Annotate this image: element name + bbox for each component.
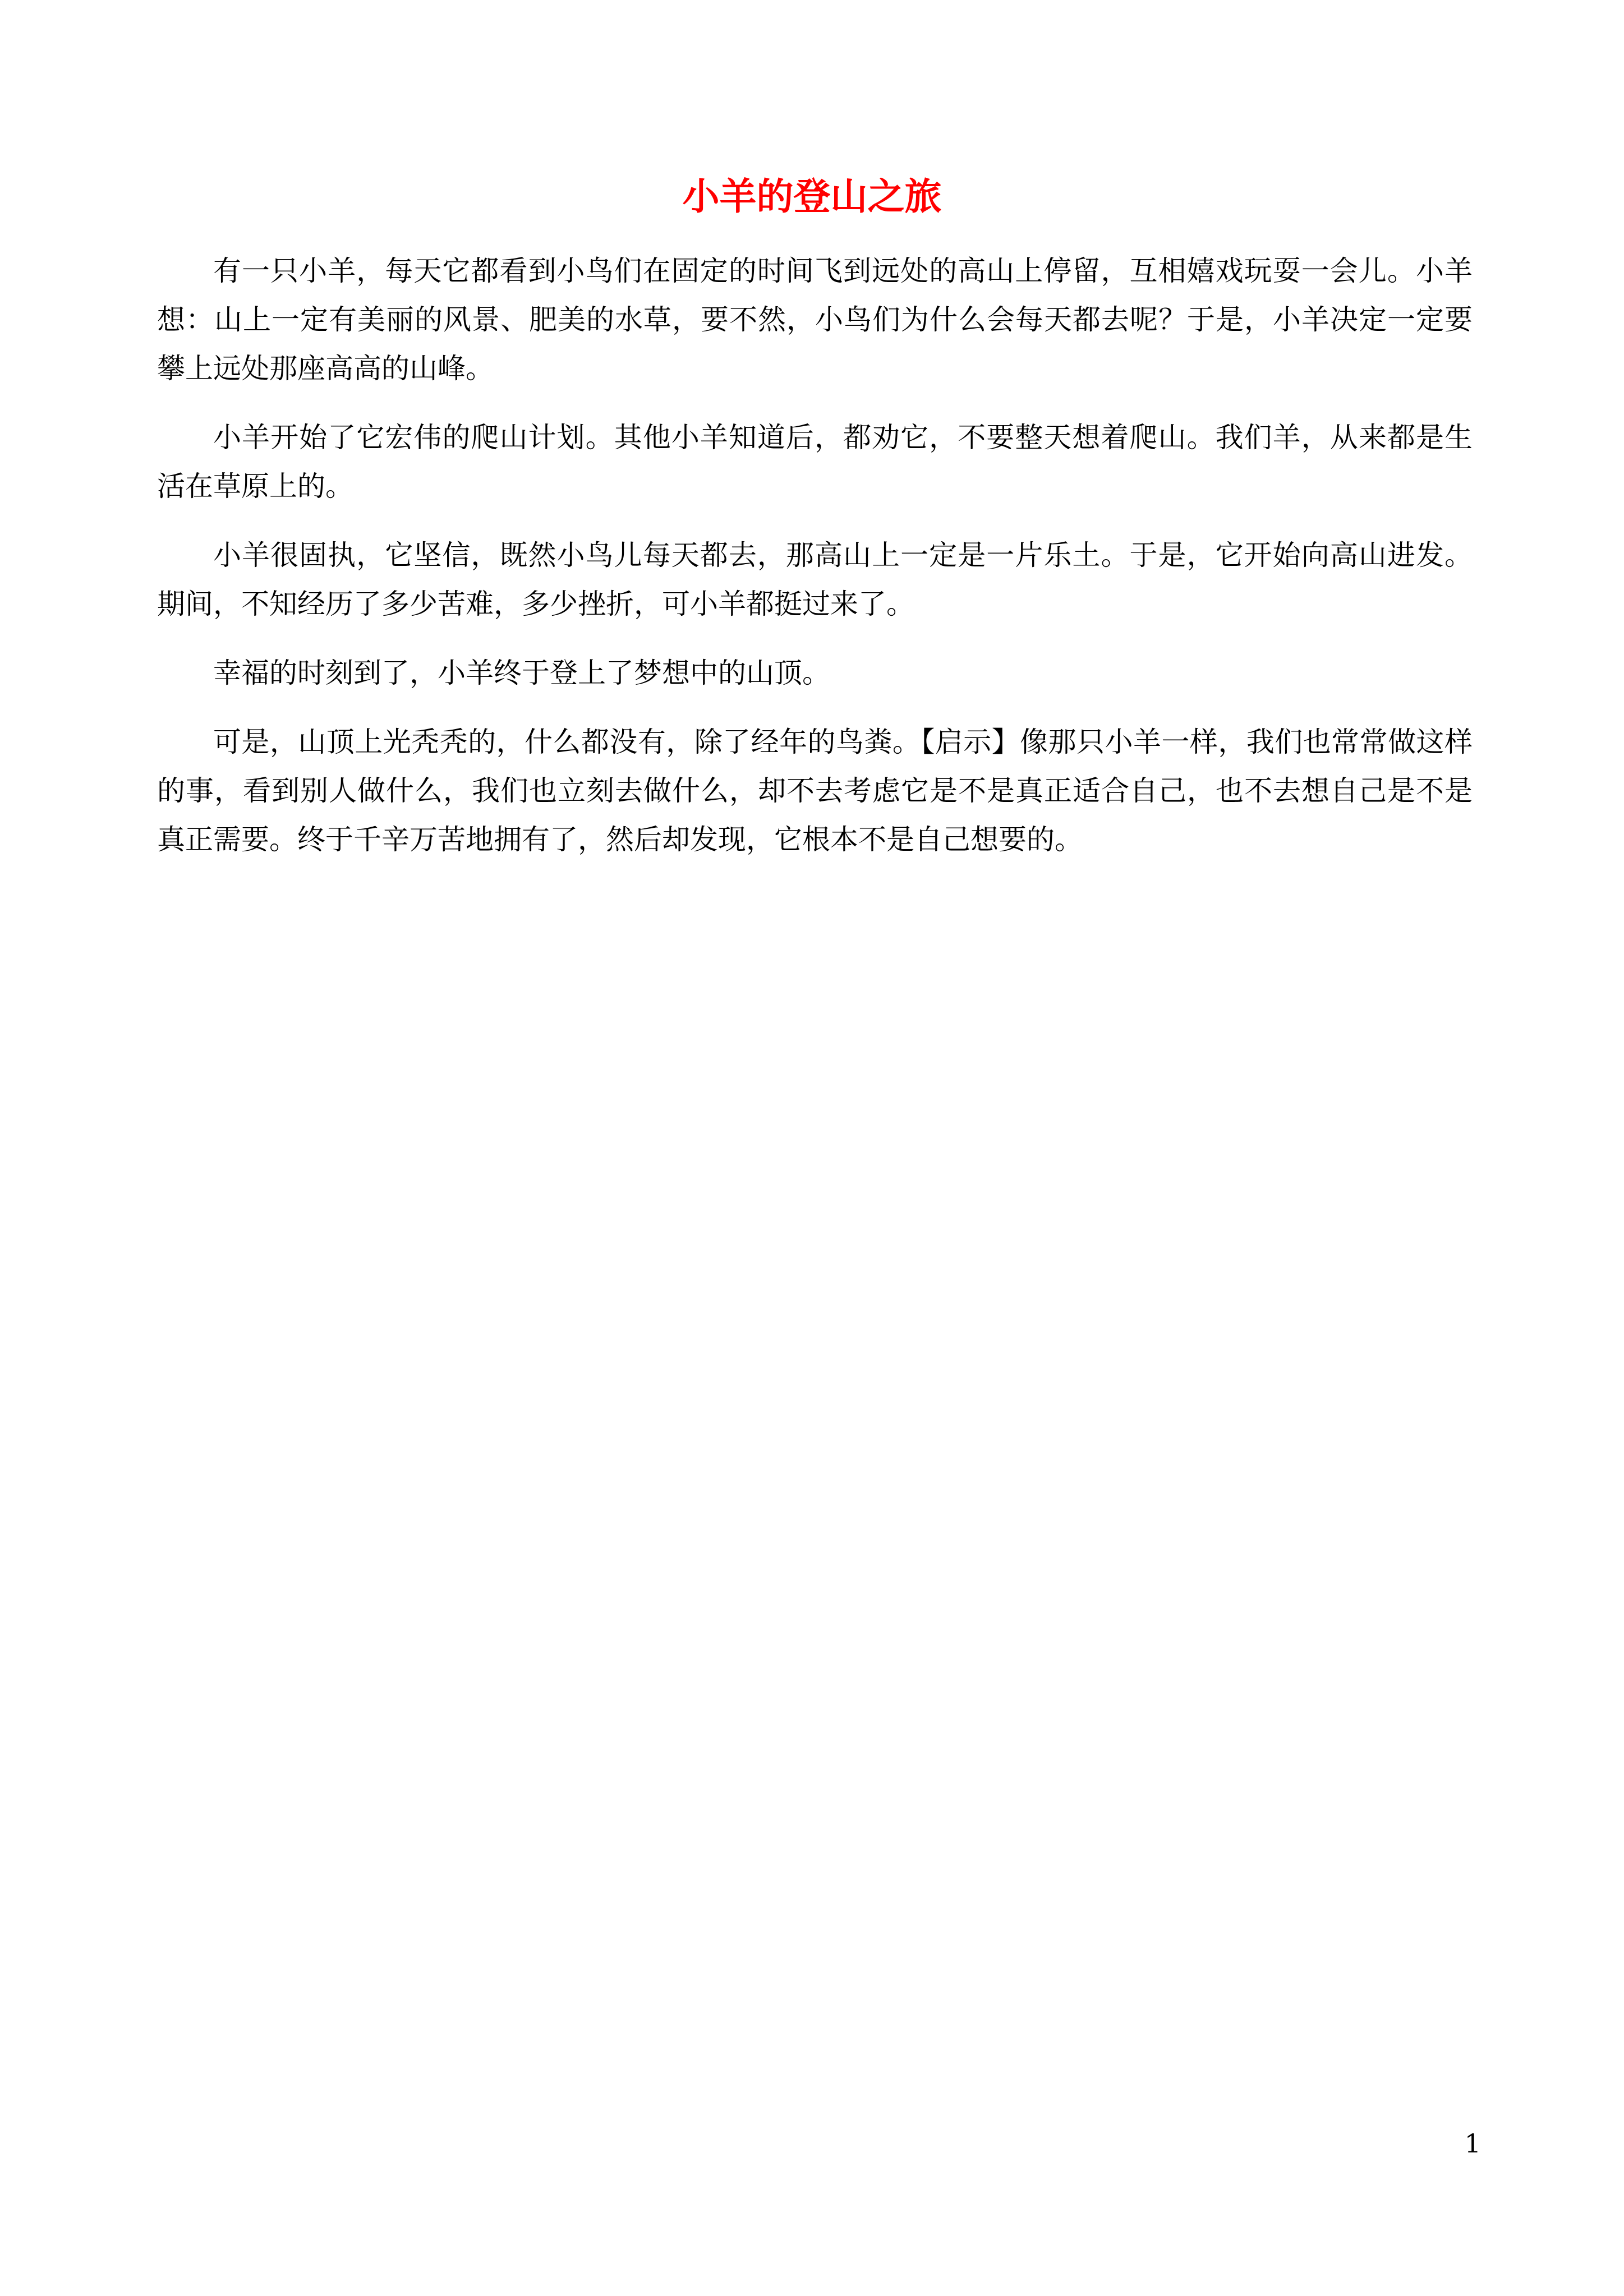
paragraph-4: 幸福的时刻到了，小羊终于登上了梦想中的山顶。	[213, 657, 830, 689]
document-title: 小羊的登山之旅	[682, 174, 942, 218]
paragraph-1: 有一只小羊，每天它都看到小鸟们在固定的时间飞到远处的高山上停留，互相嬉戏玩耍一会儿。小羊想：山上一定有美丽的风景、肥美的水草，要不然，小鸟们为什么会每天都去呢？于是，小羊决定一定要攀上远处那座高高的山峰。	[157, 255, 1473, 385]
paragraph-5: 可是，山顶上光秃秃的，什么都没有，除了经年的鸟粪。【启示】像那只小羊一样，我们也常常做这样的事，看到别人做什么，我们也立刻去做什么，却不去考虑它是不是真正适合自己，也不去想自己是不是真正需要。终于千辛万苦地拥有了，然后却发现，它根本不是自己想要的。	[157, 726, 1473, 856]
paragraph-3: 小羊很固执，它坚信，既然小鸟儿每天都去，那高山上一定是一片乐土。于是，它开始向高山进发。期间，不知经历了多少苦难，多少挫折，可小羊都挺过来了。	[157, 539, 1473, 620]
document-body	[157, 247, 1473, 884]
page-number: 1	[1464, 2128, 1481, 2159]
paragraph-2: 小羊开始了它宏伟的爬山计划。其他小羊知道后，都劝它，不要整天想着爬山。我们羊，从来都是生活在草原上的。	[157, 421, 1473, 502]
